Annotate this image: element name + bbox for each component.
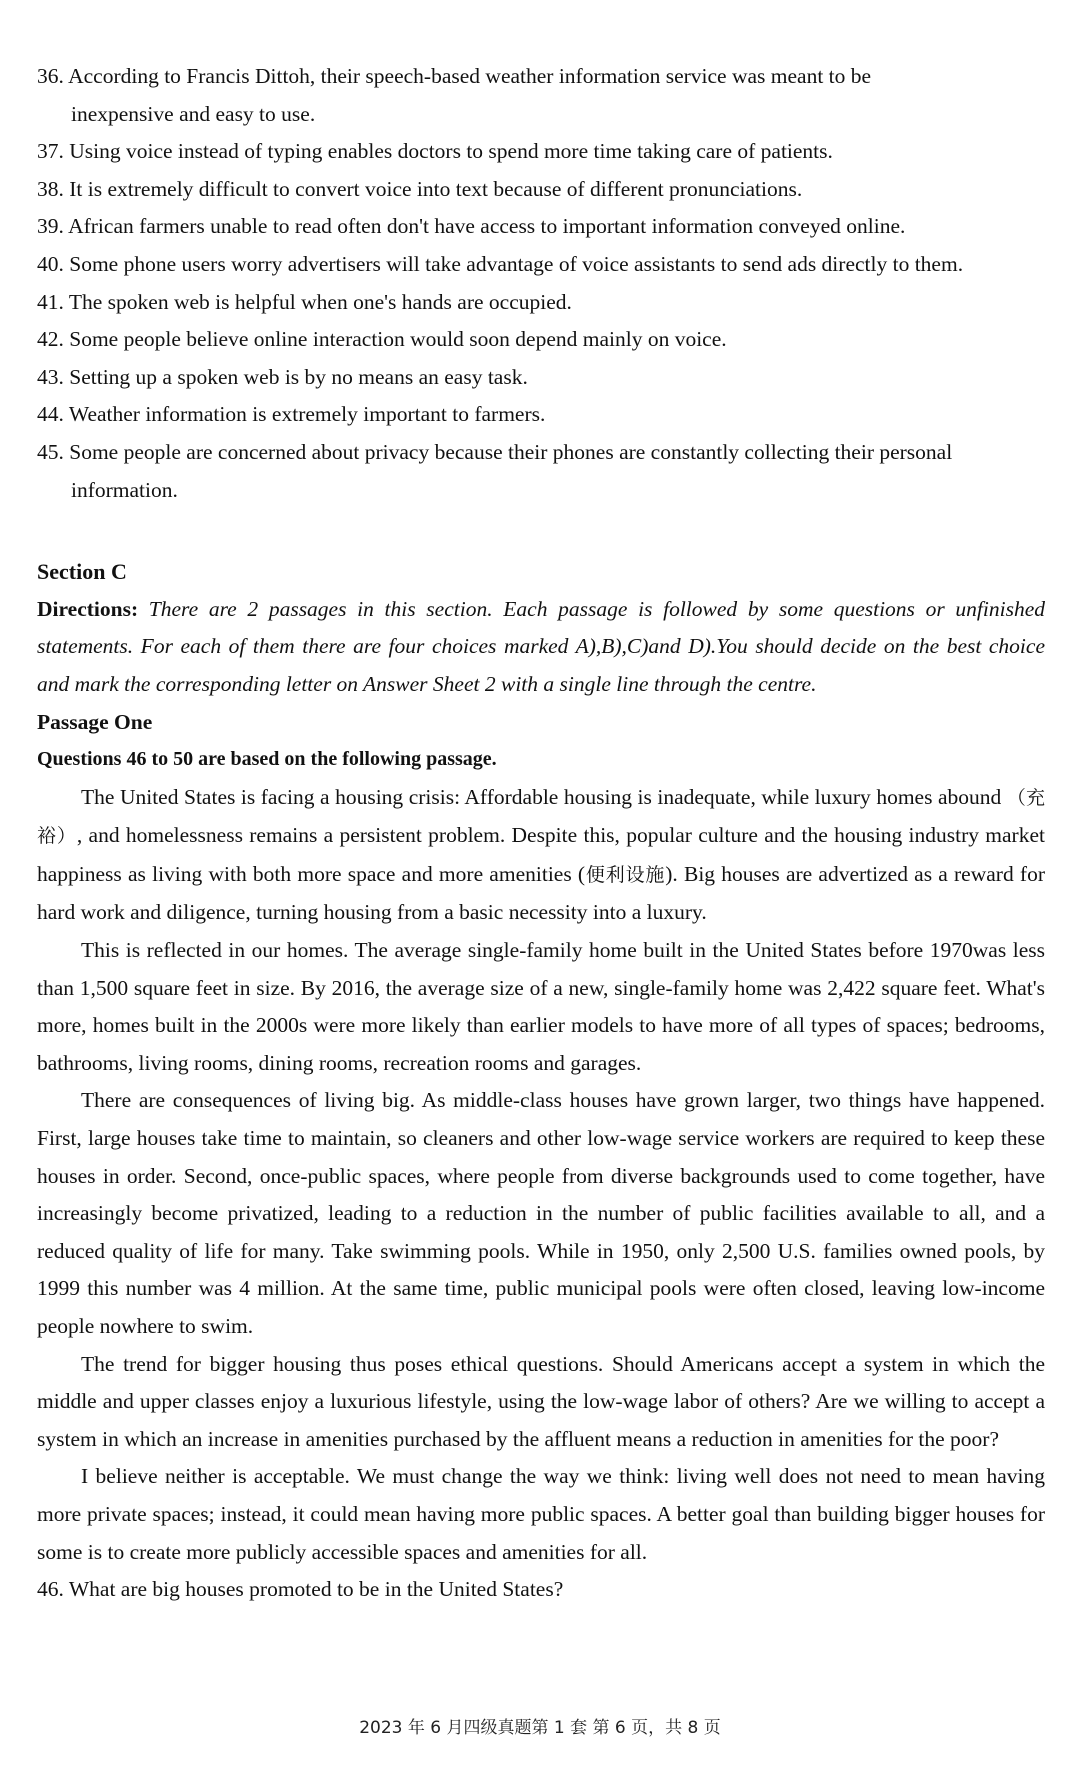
statement-37: 37. Using voice instead of typing enables doctors to spend more time taking care of patients.: [37, 139, 833, 164]
statement-41: 41. The spoken web is helpful when one's hands are occupied.: [37, 289, 572, 314]
statement-43: 43. Setting up a spoken web is by no means an easy task.: [37, 364, 528, 389]
passage-paragraph-5: I believe neither is acceptable. We must change the way we think: living well does not need to mean having more private spaces; instead, it could mean having more public spaces. A better goal than building bigger houses for some is to create more publicly accessible spaces and amenities for all.: [37, 1464, 1045, 1564]
questions-note: Questions 46 to 50 are based on the following passage.: [37, 748, 497, 771]
statement-42: 42. Some people believe online interaction would soon depend mainly on voice.: [37, 327, 727, 352]
statement-39: 39. African farmers unable to read often don't have access to important information conveyed online.: [37, 214, 906, 239]
statement-44: 44. Weather information is extremely important to farmers.: [37, 402, 546, 427]
gloss-amenities: 便利设施: [585, 863, 666, 886]
directions-text: There are 2 passages in this section. Each passage is followed by some questions or unfinished statements. For each of them there are four choices marked A),B),C)and D).You should decide on the best choice and mark the corresponding letter on Answer Sheet 2 with a single line through the centre.: [37, 596, 1045, 696]
statement-45: 45. Some people are concerned about privacy because their phones are constantly collecting their personal information.: [37, 439, 953, 502]
passage-paragraph-2: This is reflected in our homes. The average single-family home built in the United States before 1970was less than 1,500 square feet in size. By 2016, the average size of a new, single-family home was 2,422 square feet. What's more, homes built in the 2000s were more likely than earlier models to have more of all types of spaces; bedrooms, bathrooms, living rooms, dining rooms, recreation rooms and garages.: [37, 938, 1045, 1075]
statement-40: 40. Some phone users worry advertisers will take advantage of voice assistants to send ads directly to them.: [37, 251, 964, 276]
directions: [37, 591, 1045, 704]
passage-paragraph-1: The United States is facing a housing crisis: Affordable housing is inadequate, while luxury homes abound （充裕）, and homelessness remains a persistent problem. Despite this, popular culture and the housing industry market happiness as living with both more space and more amenities (便利设施). Big houses are advertized as a reward for hard work and diligence, turning housing from a basic necessity into a luxury.: [37, 784, 1045, 925]
spacer: [37, 509, 1045, 553]
statement-36: 36. According to Francis Dittoh, their speech-based weather information service was meant to be inexpensive and easy to use.: [37, 64, 872, 126]
question-46: 46. What are big houses promoted to be in the United States?: [37, 1577, 564, 1602]
passage-title: Passage One: [37, 709, 153, 734]
exam-page: [37, 58, 1045, 1609]
statement-38: 38. It is extremely difficult to convert voice into text because of different pronunciations.: [37, 176, 803, 201]
directions-label: Directions:: [37, 596, 139, 621]
passage-paragraph-4: The trend for bigger housing thus poses ethical questions. Should Americans accept a system in which the middle and upper classes enjoy a luxurious lifestyle, using the low-wage labor of others? Are we willing to accept a system in which an increase in amenities purchased by the affluent means a reduction in amenities for the poor?: [37, 1351, 1045, 1451]
passage-paragraph-3: There are consequences of living big. As middle-class houses have grown larger, two things have happened. First, large houses take time to maintain, so cleaners and other low-wage service workers are required to keep these houses in order. Second, once-public spaces, where people from diverse backgrounds used to come together, have increasingly become privatized, leading to a reduction in the number of public facilities available to all, and a reduced quality of life for many. Take swimming pools. While in 1950, only 2,500 U.S. families owned pools, by 1999 this number was 4 million. At the same time, public municipal pools were often closed, leaving low-income people nowhere to swim.: [37, 1088, 1045, 1338]
gloss-abound: （充裕）: [37, 786, 1045, 848]
page-footer: 2023 年 6 月四级真题第 1 套 第 6 页，共 8 页: [359, 1718, 721, 1738]
section-title: Section C: [37, 559, 127, 585]
